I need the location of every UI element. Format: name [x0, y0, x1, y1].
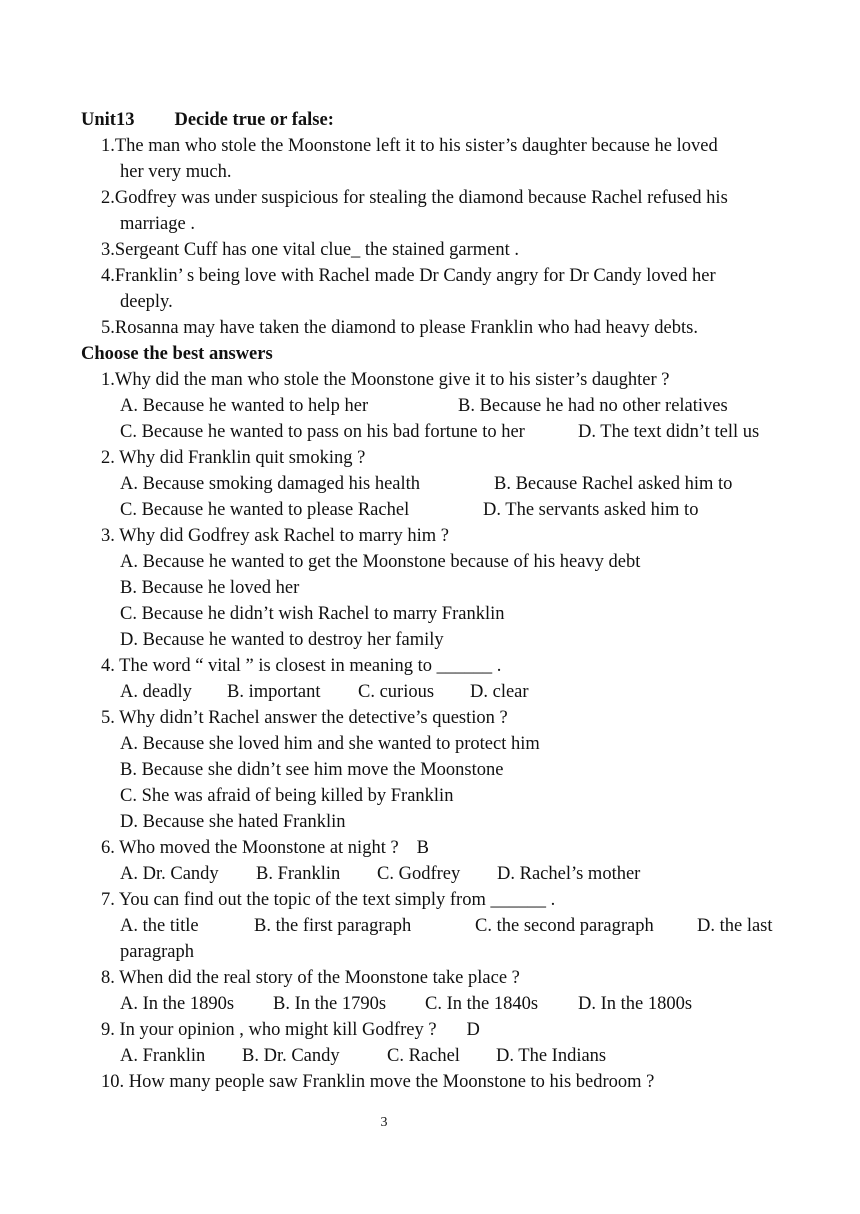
tf-heading: Decide true or false:	[174, 110, 334, 130]
q3-option-c: C. Because he didn’t wish Rachel to marry Franklin	[120, 604, 505, 624]
q8-option-b: B. In the 1790s	[273, 994, 387, 1014]
q9-option-d: D. The Indians	[496, 1046, 607, 1066]
tf-item-5: 5.Rosanna may have taken the diamond to please Franklin who had heavy debts.	[101, 318, 698, 338]
q4-option-d: D. clear	[470, 682, 529, 702]
q3-option-b: B. Because he loved her	[120, 578, 300, 598]
q7-option-d-cont: paragraph	[120, 942, 194, 962]
tf-item-3: 3.Sergeant Cuff has one vital clue_ the stained garment .	[101, 240, 520, 260]
q5-option-b: B. Because she didn’t see him move the Moonstone	[120, 760, 504, 780]
question-6	[101, 835, 429, 861]
q2-option-b: B. Because Rachel asked him to	[494, 474, 733, 494]
question-1: 1.Why did the man who stole the Moonstone give it to his sister’s daughter ?	[101, 370, 670, 390]
q6-option-d: D. Rachel’s mother	[497, 864, 641, 884]
question-5: 5. Why didn’t Rachel answer the detective’s question ?	[101, 708, 508, 728]
q5-option-d: D. Because she hated Franklin	[120, 812, 346, 832]
q7-option-d: D. the last	[697, 916, 773, 936]
q4-option-c: C. curious	[358, 682, 435, 702]
q3-option-d: D. Because he wanted to destroy her family	[120, 630, 444, 650]
question-7: 7. You can find out the topic of the text simply from ______ .	[101, 890, 556, 910]
q1-option-a: A. Because he wanted to help her	[120, 396, 369, 416]
q9-option-c: C. Rachel	[387, 1046, 460, 1066]
q2-option-d: D. The servants asked him to	[483, 500, 699, 520]
q5-option-a: A. Because she loved him and she wanted to protect him	[120, 734, 540, 754]
tf-item-1-cont: her very much.	[120, 162, 232, 182]
q3-option-a: A. Because he wanted to get the Moonstone because of his heavy debt	[120, 552, 641, 572]
q1-option-d: D. The text didn’t tell us	[578, 422, 760, 442]
q6-option-c: C. Godfrey	[377, 864, 461, 884]
unit-label: Unit13	[81, 110, 135, 130]
q7-option-a: A. the title	[120, 916, 199, 936]
question-4: 4. The word “ vital ” is closest in meaning to ______ .	[101, 656, 502, 676]
q4-option-b: B. important	[227, 682, 321, 702]
q8-option-a: A. In the 1890s	[120, 994, 235, 1014]
q8-option-d: D. In the 1800s	[578, 994, 693, 1014]
question-9	[101, 1017, 480, 1043]
tf-item-2-cont: marriage .	[120, 214, 195, 234]
q9-option-b: B. Dr. Candy	[242, 1046, 340, 1066]
tf-item-4: 4.Franklin’ s being love with Rachel made Dr Candy angry for Dr Candy loved her	[101, 266, 716, 286]
tf-item-2: 2.Godfrey was under suspicious for stealing the diamond because Rachel refused his	[101, 188, 728, 208]
q6-option-a: A. Dr. Candy	[120, 864, 219, 884]
question-2: 2. Why did Franklin quit smoking ?	[101, 448, 366, 468]
q1-option-c: C. Because he wanted to pass on his bad fortune to her	[120, 422, 525, 442]
q1-option-b: B. Because he had no other relatives	[458, 396, 728, 416]
q4-option-a: A. deadly	[120, 682, 192, 702]
q7-option-b: B. the first paragraph	[254, 916, 412, 936]
question-8: 8. When did the real story of the Moonstone take place ?	[101, 968, 520, 988]
tf-item-4-cont: deeply.	[120, 292, 173, 312]
page-number: 3	[380, 1115, 388, 1130]
q2-option-c: C. Because he wanted to please Rachel	[120, 500, 410, 520]
question-6-text: 6. Who moved the Moonstone at night ?	[101, 838, 399, 858]
q7-option-c: C. the second paragraph	[475, 916, 654, 936]
question-10: 10. How many people saw Franklin move the Moonstone to his bedroom ?	[101, 1072, 655, 1092]
question-9-answer: D	[466, 1020, 480, 1040]
q8-option-c: C. In the 1840s	[425, 994, 539, 1014]
q2-option-a: A. Because smoking damaged his health	[120, 474, 421, 494]
q9-option-a: A. Franklin	[120, 1046, 206, 1066]
q5-option-c: C. She was afraid of being killed by Franklin	[120, 786, 454, 806]
q6-option-b: B. Franklin	[256, 864, 341, 884]
tf-item-1: 1.The man who stole the Moonstone left it to his sister’s daughter because he loved	[101, 136, 718, 156]
question-3: 3. Why did Godfrey ask Rachel to marry him ?	[101, 526, 449, 546]
mc-heading: Choose the best answers	[81, 344, 273, 364]
unit-heading	[81, 107, 334, 133]
question-9-text: 9. In your opinion , who might kill Godfrey ?	[101, 1020, 437, 1040]
question-6-answer: B	[416, 838, 430, 858]
